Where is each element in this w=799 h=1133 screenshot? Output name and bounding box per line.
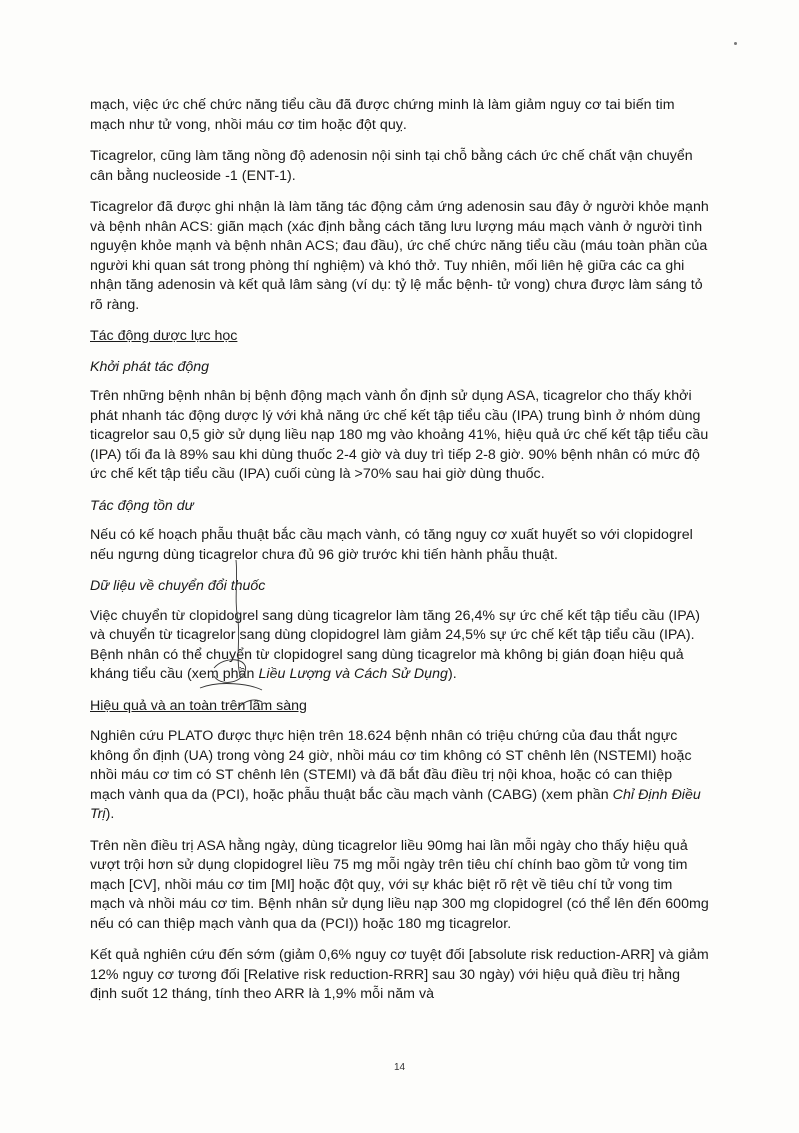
page-body xyxy=(90,96,710,1017)
subheading-onset: Khởi phát tác động xyxy=(90,358,210,375)
subheading-residual: Tác động tồn dư xyxy=(90,497,194,514)
heading-clinical-efficacy: Hiệu quả và an toàn trên lâm sàng xyxy=(90,697,307,714)
scan-speck xyxy=(734,42,737,45)
paragraph-adenosin-effects: Ticagrelor đã được ghi nhận là làm tăng tác động cảm ứng adenosin sau đây ở người khỏe mạnh và bệnh nhân ACS: giãn mạch (xác định bằng cách tăng lưu lượng máu mạch vành ở người tình nguyện khỏe mạnh và bệnh nhân ACS; đau đầu), ức chế chức năng tiểu cầu (máu toàn phần của người khi quan sát trong phòng thí nghiệm) và khó thở. Tuy nhiên, mối liên hệ giữa các ca ghi nhận tăng adenosin và kết quả lâm sàng (ví dụ: tỷ lệ mắc bệnh- tử vong) chưa được làm sáng tỏ rõ ràng. xyxy=(90,199,709,313)
indication-reference: Chỉ Định Điều Trị xyxy=(90,786,701,822)
switching-text-end: ). xyxy=(448,666,457,682)
plato-text-end: ). xyxy=(105,806,115,822)
paragraph-early-results: Kết quả nghiên cứu đến sớm (giảm 0,6% nguy cơ tuyệt đối [absolute risk reduction-ARR] và giảm 12% nguy cơ tương đối [Relative risk reduction-RRR] sau 30 ngày) với hiệu quả điều trị hằng định suốt 12 tháng, tính theo ARR là 1,9% mỗi năm và xyxy=(90,947,709,1002)
dosage-reference: Liều Lượng và Cách Sử Dụng xyxy=(258,666,449,682)
subheading-switching: Dữ liệu về chuyển đổi thuốc xyxy=(90,578,266,594)
paragraph-platelet-inhibition: mạch, việc ức chế chức năng tiểu cầu đã được chứng minh là làm giảm nguy cơ tai biến tim mạch như tử vong, nhồi máu cơ tim hoặc đột quỵ. xyxy=(90,97,675,133)
paragraph-asa-results: Trên nền điều trị ASA hằng ngày, dùng ticagrelor liều 90mg hai lần mỗi ngày cho thấy hiệu quả vượt trội hơn sử dụng clopidogrel liều 75 mg mỗi ngày trên tiêu chí chính bao gồm tử vong tim mạch [CV], nhồi máu cơ tim [MI] hoặc đột quỵ, với sự khác biệt rõ rệt về tiêu chí tử vong tim mạch và nhồi máu cơ tim. Bệnh nhân sử dụng liều nạp 300 mg clopidogrel (có thể lên đến 600mg nếu có can thiệp mạch vành qua da (PCI)) hoặc 180 mg ticagrelor. xyxy=(90,837,709,932)
paragraph-adenosin-ent1: Ticagrelor, cũng làm tăng nồng độ adenosin nội sinh tại chỗ bằng cách ức chế chất vận chuyển cân bằng nucleoside -1 (ENT-1). xyxy=(90,148,693,184)
paragraph-plato-study xyxy=(90,727,710,825)
switching-text: Việc chuyển từ clopidogrel sang dùng ticagrelor làm tăng 26,4% sự ức chế kết tập tiểu cầu (IPA) và chuyển từ ticagrelor sang dùng clopidogrel làm giảm 24,5% sự ức chế kết tập tiểu cầu (IPA). Bệnh nhân có thể chuyển từ clopidogrel sang dùng ticagrelor mà không bị gián đoạn hiệu quả kháng tiểu cầu (xem phần xyxy=(90,607,701,682)
heading-pharmacodynamics: Tác động dược lực học xyxy=(90,328,238,344)
page-number: 14 xyxy=(393,1062,406,1073)
plato-text: Nghiên cứu PLATO được thực hiện trên 18.624 bệnh nhân có triệu chứng của đau thắt ngực không ổn định (UA) trong vòng 24 giờ, nhồi máu cơ tim không có ST chênh lên (NSTEMI) hoặc nhồi máu cơ tim có ST chênh lên (STEMI) và đã bắt đầu điều trị nội khoa, hoặc có can thiệp mạch vành qua da (PCI), hoặc phẫu thuật bắc cầu mạch vành (CABG) (xem phần xyxy=(90,728,692,803)
paragraph-onset: Trên những bệnh nhân bị bệnh động mạch vành ổn định sử dụng ASA, ticagrelor cho thấy khởi phát nhanh tác động dược lý với khả năng ức chế kết tập tiểu cầu (IPA) trung bình ở nhóm dùng ticagrelor sau 0,5 giờ sử dụng liều nạp 180 mg vào khoảng 41%, hiệu quả ức chế kết tập tiểu cầu (IPA) tối đa là 89% sau khi dùng thuốc 2-4 giờ và duy trì tiếp 2-8 giờ. 90% bệnh nhân có mức độ ức chế kết tập tiểu cầu (IPA) cuối cùng là >70% sau hai giờ dùng thuốc. xyxy=(90,388,709,482)
paragraph-switching xyxy=(90,607,710,685)
paragraph-residual: Nếu có kế hoạch phẫu thuật bắc cầu mạch vành, có tăng nguy cơ xuất huyết so với clopidogrel nếu ngưng dùng ticagrelor chưa đủ 96 giờ trước khi tiến hành phẫu thuật. xyxy=(90,527,693,563)
